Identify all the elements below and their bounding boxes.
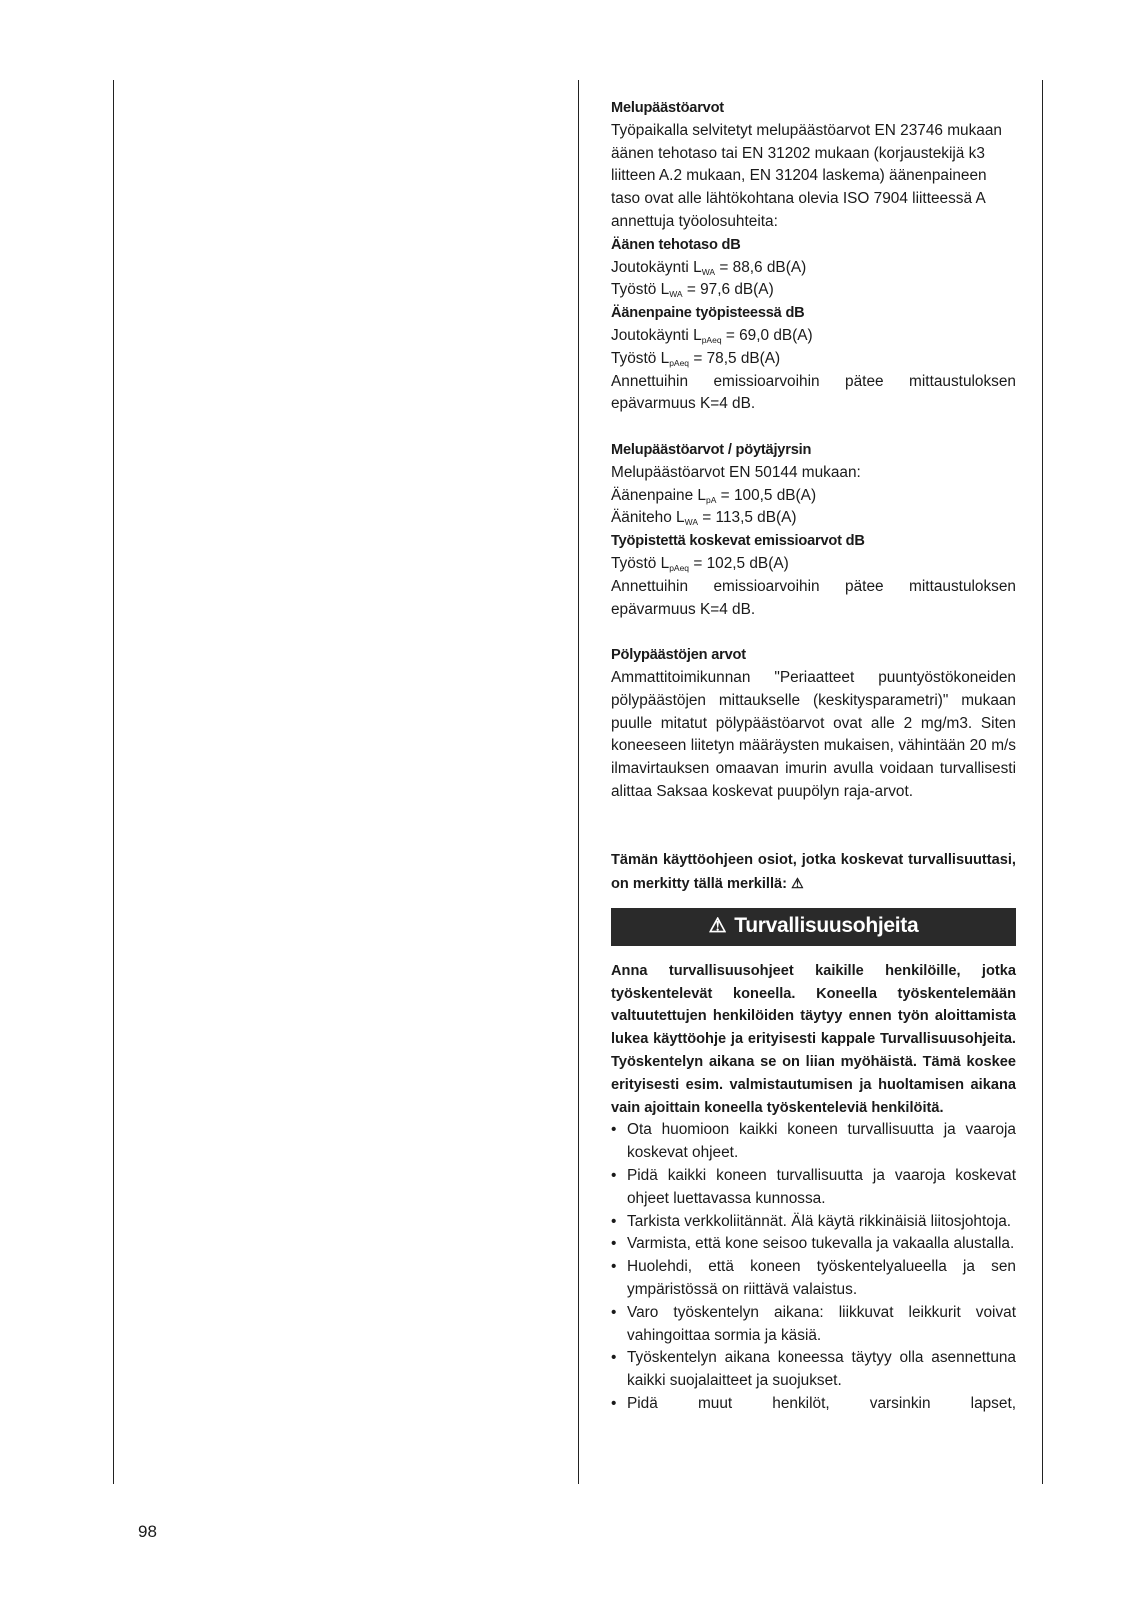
list-item: • Pidä muut henkilöt, varsinkin lapset, xyxy=(611,1395,1016,1413)
warning-triangle-icon: ⚠ xyxy=(791,875,804,892)
warning-triangle-icon: ⚠ xyxy=(708,915,727,938)
list-item: • Varo työskentelyn aikana: liikkuvat leikkurit voivat vahingoittaa sormia ja käsiä. xyxy=(611,1303,1016,1344)
list-item: • Huolehdi, että koneen työskentelyalueella ja sen ympäristössä on riittävä valaistus. xyxy=(611,1258,1016,1299)
list-item: • Varmista, että kone seisoo tukevalla ja vakaalla alustalla. xyxy=(611,1235,1015,1253)
right-column xyxy=(611,97,1016,1416)
sound-power-heading: Äänen tehotaso dB xyxy=(611,236,741,253)
page-number: 98 xyxy=(138,1522,157,1541)
sound-pressure-idle: Joutokäynti $L_{pAeq} = 69,0$ dB(A) xyxy=(611,326,813,345)
list-item: • Tarkista verkkoliitännät. Älä käytä rikkinäisiä liitosjohtoja. xyxy=(611,1212,1012,1230)
table-milling-heading: Melupäästöarvot / pöytäjyrsin xyxy=(611,441,812,458)
safety-intro: Anna turvallisuusohjeet kaikille henkilöille, jotka työskentelevät koneella. Koneella työskentelemään valtuutettujen henkilöiden täytyy ennen työn aloittamista lukea käyttöohje ja erityisesti kappale Turvallisuusohjeita. Työskentelyn aikana se on liian myöhäistä. Tämä koskee erityisesti esim. valmistautumisen ja huoltamisen aikana vain ajoittain koneella työskenteleviä henkilöitä. xyxy=(611,962,1016,1116)
safety-bullet-list xyxy=(611,1119,1016,1415)
sound-power-idle: Joutokäynti $L_{WA} = 88,6$ dB(A) xyxy=(611,258,807,277)
column-divider-rule xyxy=(578,80,579,1484)
noise-uncertainty: Annettuihin emissioarvoihin pätee mittaustuloksen epävarmuus K=4 dB. xyxy=(611,372,1016,413)
list-item: • Työskentelyn aikana koneessa täytyy olla asennettuna kaikki suojalaitteet ja suojukset. xyxy=(611,1349,1016,1390)
safety-note: Tämän käyttöohjeen osiot, jotka koskevat turvallisuuttasi, on merkitty tällä merkillä: ⚠ xyxy=(611,852,1016,893)
sound-pressure-heading: Äänenpaine työpisteessä dB xyxy=(611,305,805,322)
sound-pressure-work: Työstö $L_{pAeq} = 78,5$ dB(A) xyxy=(611,349,781,368)
dust-heading: Pölypäästöjen arvot xyxy=(611,647,746,664)
noise-intro: Työpaikalla selvitetyt melupäästöarvot EN 23746 mukaan äänen tehotaso tai EN 31202 mukaan (korjaustekijä k3 liitteen A.2 mukaan, EN 31204 laskema) äänenpaineen taso ovat alle lähtökohtana olevia ISO 7904 liitteessä A annettuja työolosuhteita: xyxy=(611,121,1002,230)
list-item: • Pidä kaikki koneen turvallisuutta ja vaaroja koskevat ohjeet luettavassa kunnossa. xyxy=(611,1167,1016,1207)
left-margin-rule xyxy=(113,80,114,1484)
sound-power-work: Työstö $L_{WA} = 97,6$ dB(A) xyxy=(611,281,774,300)
table-milling-pressure: Äänenpaine $L_{pA} = 100,5$ dB(A) xyxy=(611,486,817,505)
safety-banner-title: Turvallisuusohjeita xyxy=(734,914,919,938)
right-margin-rule xyxy=(1042,80,1043,1484)
safety-banner xyxy=(611,908,1016,946)
workplace-emission-heading: Työpistettä koskevat emissioarvot dB xyxy=(611,533,865,550)
noise-heading: Melupäästöarvot xyxy=(611,100,724,116)
table-milling-power: Ääniteho $L_{WA} = 113,5$ dB(A) xyxy=(611,509,797,528)
list-item: • Ota huomioon kaikki koneen turvallisuutta ja vaaroja koskevat ohjeet. xyxy=(611,1121,1016,1162)
dust-text: Ammattitoimikunnan "Periaatteet puuntyöstökoneiden pölypäästöjen mittaukselle (keskitysparametri)" mukaan puulle mitatut pölypäästöarvot ovat alle 2 mg/m3. Siten koneeseen liitetyn määräysten mukaisen, vähintään 20 m/s ilmavirtauksen omaavan imurin avulla voidaan turvallisesti alittaa Saksaa koskevat puupölyn raja-arvot. xyxy=(611,668,1016,800)
workplace-emission-work: Työstö $L_{pAeq} = 102,5$ dB(A) xyxy=(611,554,789,573)
table-milling-intro: Melupäästöarvot EN 50144 mukaan: xyxy=(611,463,861,481)
table-milling-uncertainty: Annettuihin emissioarvoihin pätee mittaustuloksen epävarmuus K=4 dB. xyxy=(611,577,1016,618)
